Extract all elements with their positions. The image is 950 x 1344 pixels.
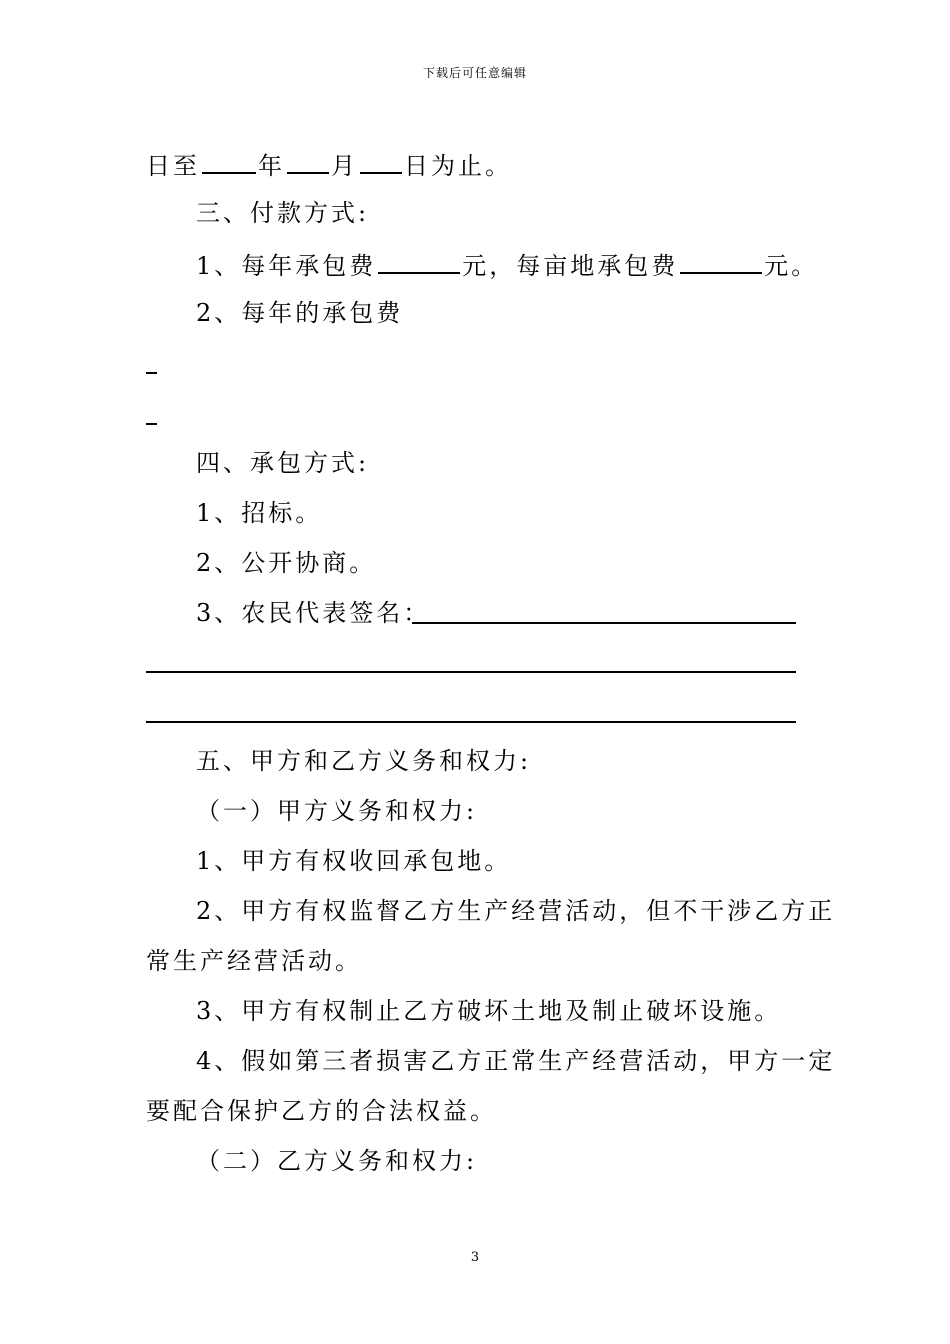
- blank-dash-2[interactable]: [146, 423, 157, 425]
- party-a-item-2-cont: 常生产经营活动。: [146, 947, 362, 975]
- page-header: 下载后可任意编辑: [422, 66, 527, 80]
- signature-line-1[interactable]: [412, 622, 796, 624]
- method-item-2: 2、公开协商。: [196, 549, 377, 577]
- annual-fee-blank[interactable]: [378, 248, 460, 274]
- section-4-heading: 四、承包方式:: [196, 449, 370, 477]
- page-number: 3: [470, 1250, 480, 1265]
- text-per-mu-fee: 元，每亩地承包费: [462, 252, 679, 280]
- year-blank[interactable]: [202, 148, 256, 174]
- month-blank[interactable]: [287, 148, 329, 174]
- party-a-item-1: 1、甲方有权收回承包地。: [196, 847, 512, 875]
- party-a-item-4-cont: 要配合保护乙方的合法权益。: [146, 1097, 497, 1125]
- section-5-heading: 五、甲方和乙方义务和权力:: [196, 747, 532, 775]
- text-day-to: 日至: [146, 152, 200, 180]
- signature-line-3[interactable]: [146, 721, 796, 723]
- section-3-heading: 三、付款方式:: [196, 199, 370, 227]
- text-year: 年: [258, 152, 285, 180]
- date-range-line: [146, 148, 512, 181]
- party-a-item-2: 2、甲方有权监督乙方生产经营活动，但不干涉乙方正: [196, 897, 836, 925]
- text-annual-fee: 1、每年承包费: [196, 252, 377, 280]
- day-blank[interactable]: [360, 148, 402, 174]
- signature-line-2[interactable]: [146, 671, 796, 673]
- party-a-item-4: 4、假如第三者损害乙方正常生产经营活动，甲方一定: [196, 1047, 836, 1075]
- subsection-1-heading: （一）甲方义务和权力:: [196, 797, 478, 825]
- text-month: 月: [331, 152, 358, 180]
- blank-dash-1[interactable]: [146, 372, 157, 374]
- text-yuan: 元。: [764, 252, 819, 280]
- subsection-2-heading: （二）乙方义务和权力:: [196, 1147, 478, 1175]
- method-item-1: 1、招标。: [196, 499, 323, 527]
- method-item-3: 3、农民代表签名：: [196, 599, 431, 627]
- fee-line: [196, 248, 818, 281]
- per-mu-fee-blank[interactable]: [680, 248, 762, 274]
- party-a-item-3: 3、甲方有权制止乙方破坏土地及制止破坏设施。: [196, 997, 782, 1025]
- fee-item-2: 2、每年的承包费: [196, 299, 404, 327]
- text-day-end: 日为止。: [404, 152, 512, 180]
